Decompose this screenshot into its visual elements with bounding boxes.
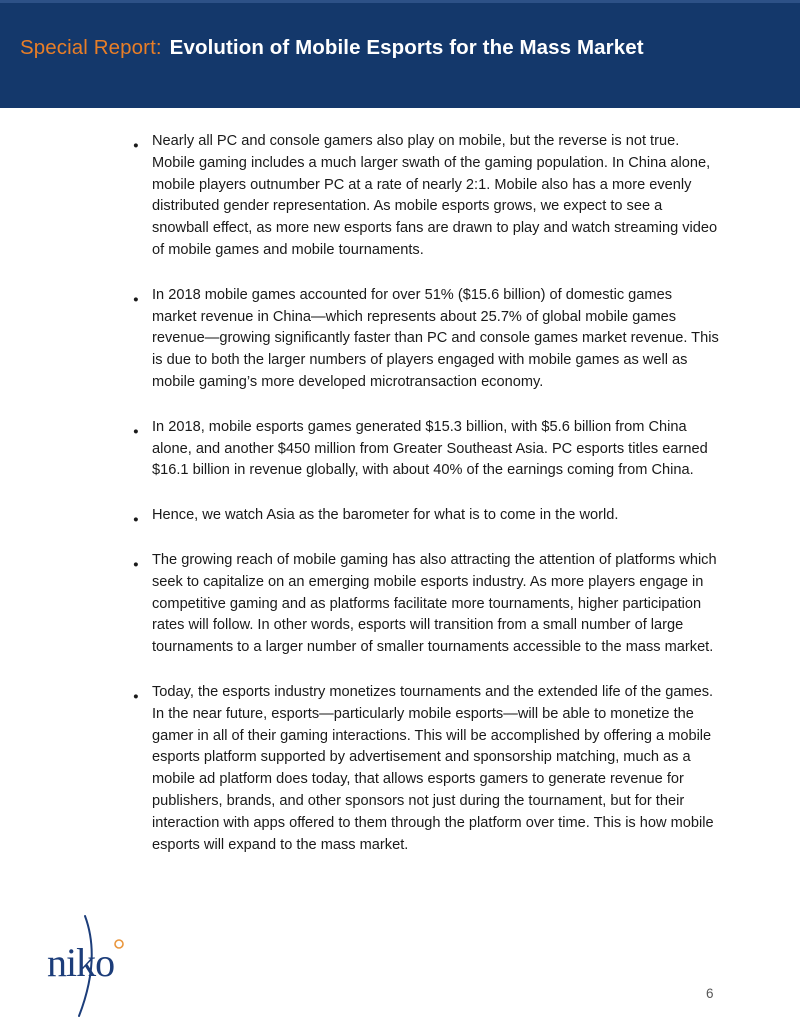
report-title-prefix: Special Report: [20, 36, 162, 59]
report-title: Evolution of Mobile Esports for the Mass Market [169, 36, 644, 59]
bullet-item: ● The growing reach of mobile gaming has also attracting the attention of platforms which seek to capitalize on an emerging mobile esports industry. As more players engage in competitive gaming and as platforms facilitate more tournaments, higher participation rates will follow. In other words, esports will transition from a small number of large tournaments to a larger number of smaller tournaments accessible to the mass market. [133, 550, 719, 659]
bullet-item: ● In 2018 mobile games accounted for over 51% ($15.6 billion) of domestic games market revenue in China—which represents about 25.7% of global mobile games revenue—growing significantly faster than PC and console games market revenue. This is due to both the larger numbers of players engaged with mobile games as well as mobile gaming’s more developed microtransaction economy. [133, 285, 719, 394]
report-header-banner [0, 0, 800, 108]
page-number: 6 [706, 986, 714, 1001]
bullet-item: ● Hence, we watch Asia as the barometer for what is to come in the world. [133, 505, 719, 527]
niko-logo [44, 897, 154, 1022]
logo-ring-icon [115, 940, 123, 948]
bullet-item: ● Nearly all PC and console gamers also play on mobile, but the reverse is not true. Mobile gaming includes a much larger swath of the gaming population. In China alone, mobile players outnumber PC at a rate of nearly 2:1. Mobile also has a more evenly distributed gender representation. As mobile esports grows, we expect to see a snowball effect, as more new esports fans are drawn to play and watch streaming video of mobile games and mobile tournaments. [133, 131, 719, 262]
bullet-item: ● Today, the esports industry monetizes tournaments and the extended life of the games. In the near future, esports—particularly mobile esports—will be able to monetize the gamer in all of their gaming interactions. This will be accomplished by offering a mobile esports platform supported by advertisement and sponsorship matching, much as a mobile ad platform does today, that allows esports gamers to generate revenue for publishers, brands, and other sponsors not just during the tournament, but for their interaction with apps offered to them through the platform over time. This is how mobile esports will expand to the mass market. [133, 682, 719, 856]
logo-text: niko [47, 940, 115, 985]
bullet-list [133, 131, 719, 879]
page-title [20, 36, 644, 60]
bullet-item: ● In 2018, mobile esports games generated $15.3 billion, with $5.6 billion from China alone, and another $450 million from Greater Southeast Asia. PC esports titles earned $16.1 billion in revenue globally, with about 40% of the earnings coming from China. [133, 417, 719, 482]
